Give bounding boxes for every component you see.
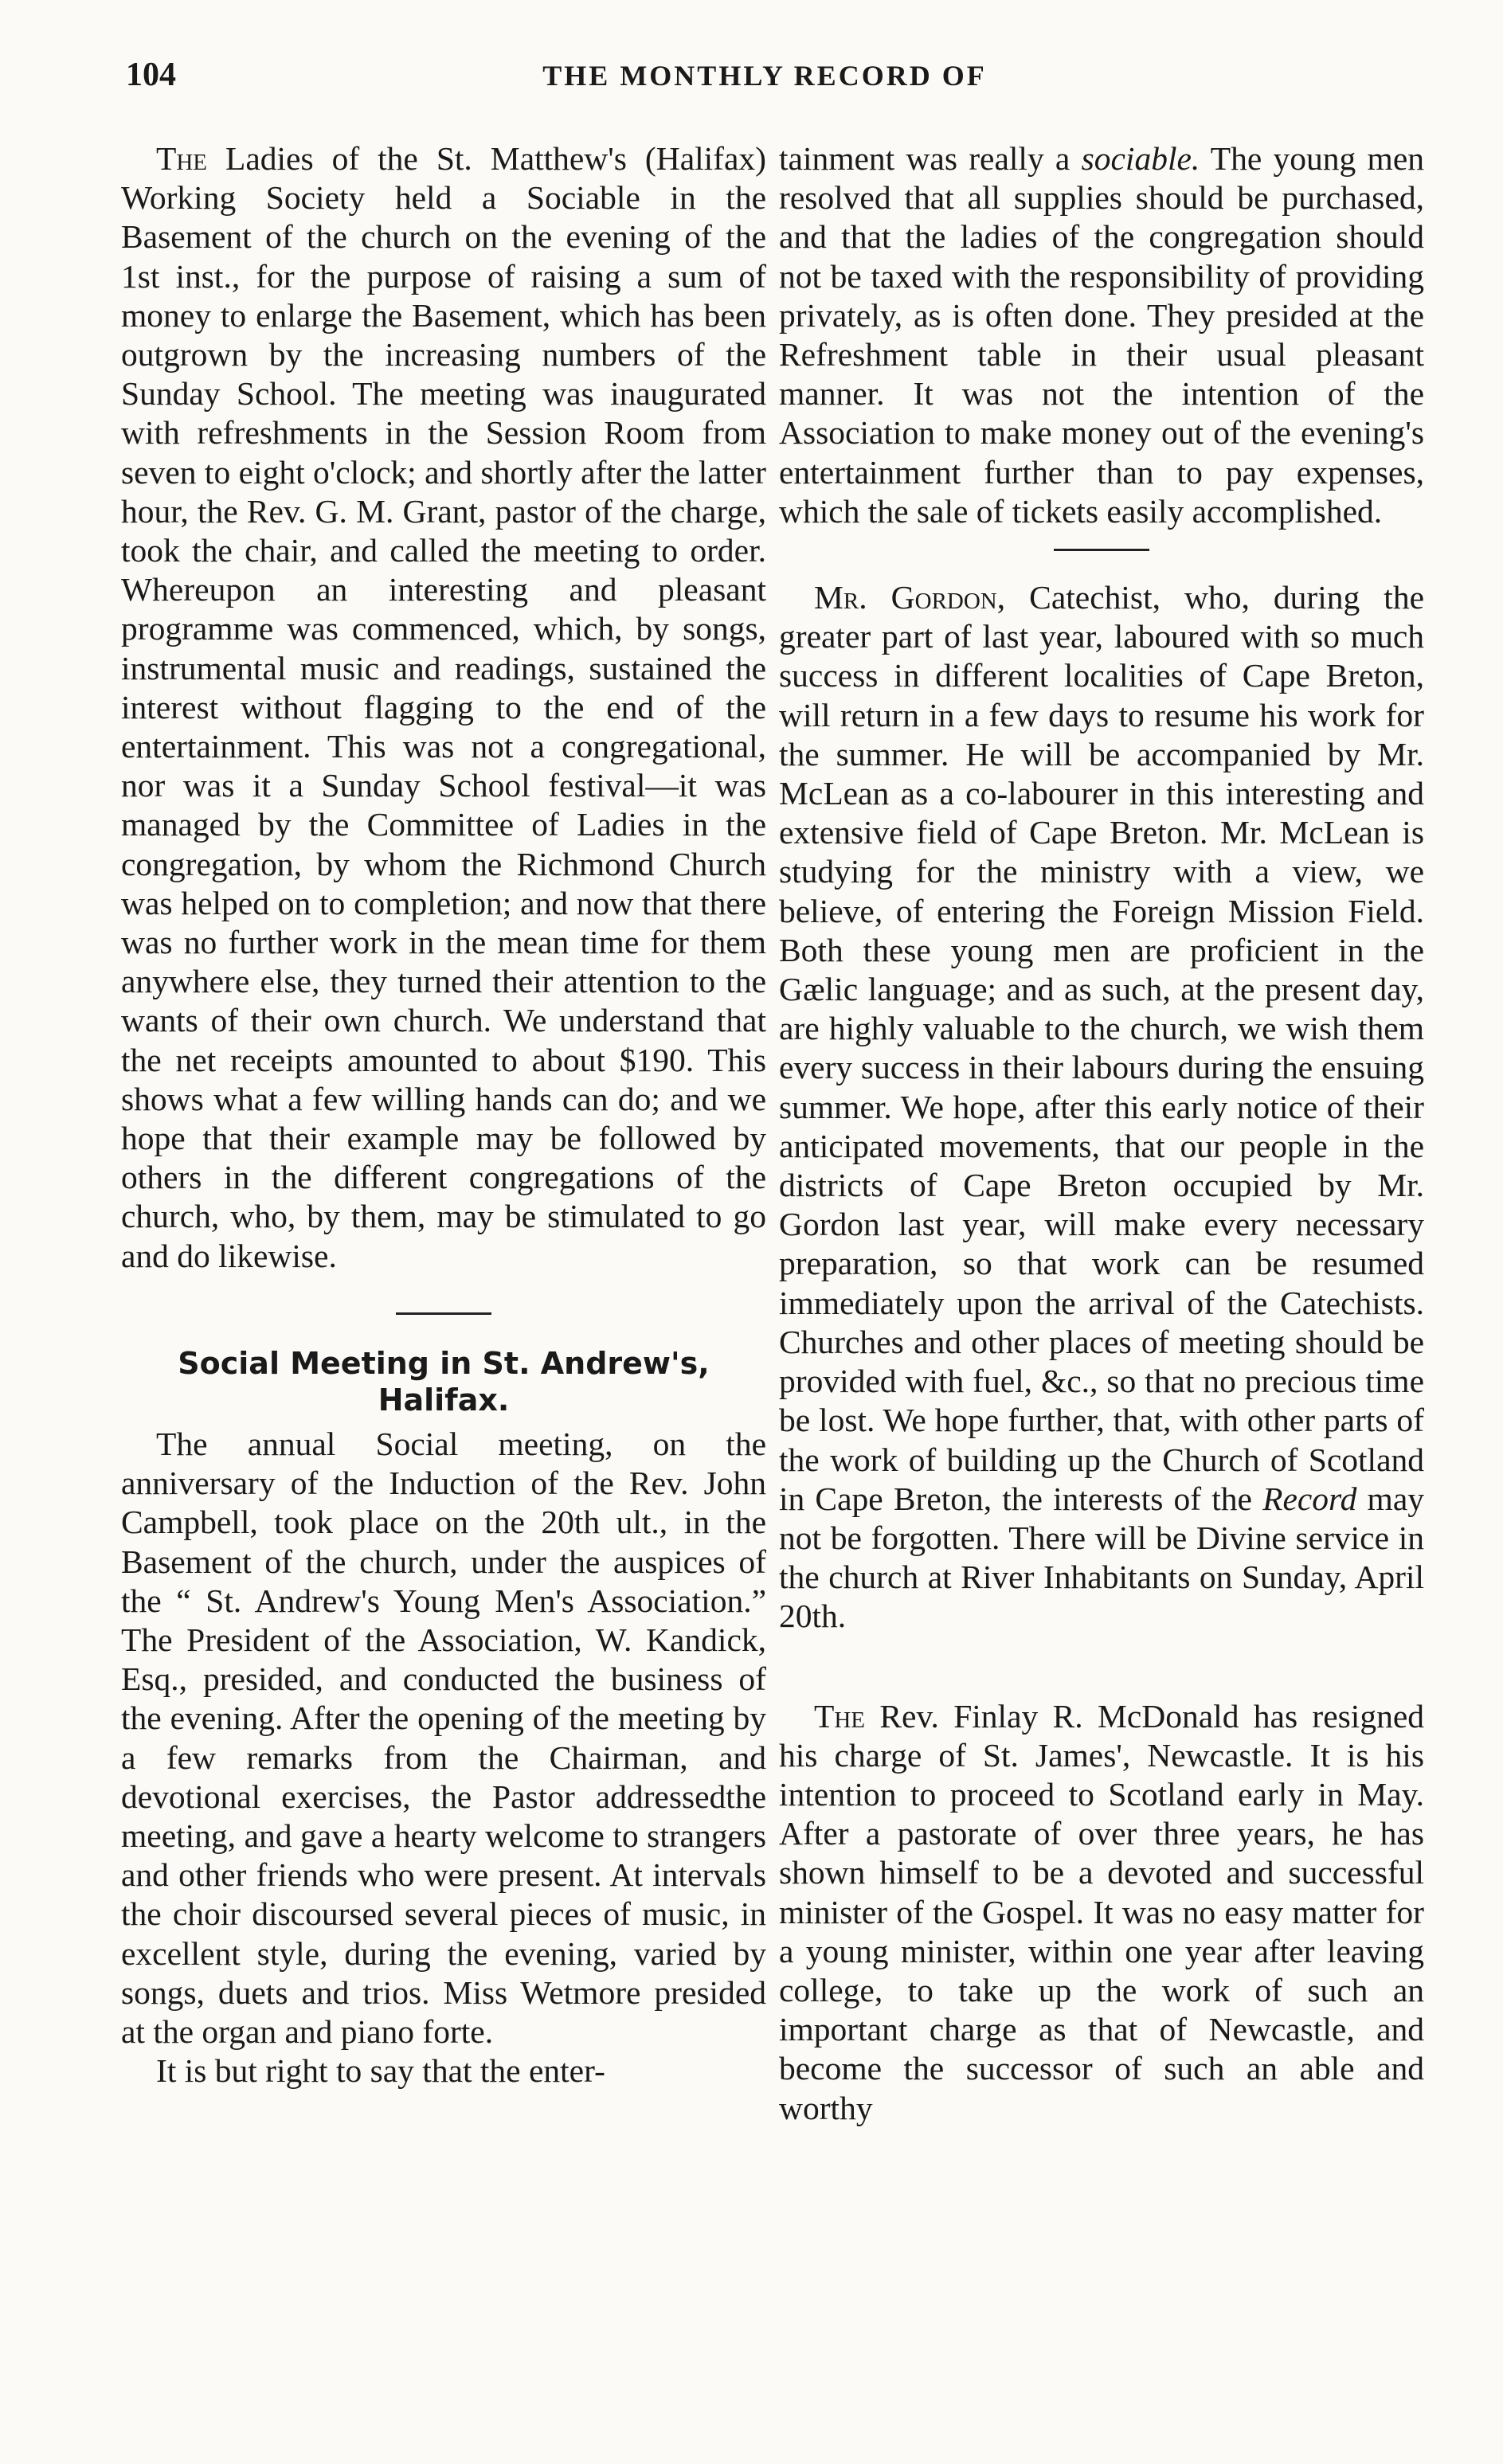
left-column	[121, 139, 766, 2090]
article-body: Rev. Finlay R. McDonald has resigned his charge of St. James', Newcastle. It is his intention to proceed to Scotland early in May. After a pastorate of over three years, he has shown himself to be a devoted and successful minister of the Gospel. It was no easy matter for a young minister, within one year after leaving college, to take up the work of such an important charge as that of Newcastle, and become the successor of such an able and worthy	[779, 1697, 1425, 2126]
article-body: Ladies of the St. Matthew's (Halifax) Working Society held a Sociable in the Basement of the church on the evening of the 1st inst., for the purpose of raising a sum of money to enlarge the Basement, which has been outgrown by the increasing numbers of the Sunday School. The meeting was inaugurated with refreshments in the Session Room from seven to eight o'clock; and shortly after the latter hour, the Rev. G. M. Grant, pastor of the charge, took the chair, and called the meeting to order. Whereupon an interesting and pleasant programme was commenced, which, by songs, instrumental music and readings, sustained the interest without flagging to the end of the entertainment. This was not a congregational, nor was it a Sunday School festival—it was managed by the Committee of Ladies in the congregation, by whom the Richmond Church was helped on to completion; and now that there was no further work in the mean time for them anywhere else, they turned their attention to the wants of their own church. We understand that the net receipts amounted to about $190. This shows what a few willing hands can do; and we hope that their example may be followed by others in the different congregations of the church, who, by them, may be stimulated to go and do likewise.	[121, 140, 766, 1274]
section-divider	[396, 1312, 491, 1315]
article-lead-word: The	[156, 140, 208, 177]
text-segment: tainment was really a	[779, 140, 1070, 177]
right-column	[779, 139, 1424, 2128]
text-segment: may not be forgotten. There will be Divine service in the church at River Inhabitants on Sunday, April 20th.	[779, 1480, 1424, 1635]
page-header	[119, 56, 1410, 104]
article-lead-word: Mr. Gordon,	[814, 579, 1006, 616]
section-divider	[1054, 549, 1149, 551]
running-title: THE MONTHLY RECORD OF	[542, 60, 987, 92]
article-andrews-continued	[779, 139, 1424, 531]
text-segment: Catechist, who, during the greater part of last year, laboured with so much success in different localities of Cape Breton, will return in a few days to resume his work for the summer. He will be accompanied by Mr. McLean as a co-labourer in this interesting and extensive field of Cape Breton. Mr. McLean is studying for the ministry with a view, we believe, of entering the Foreign Mission Field. Both these young men are proficient in the Gælic language; and as such, at the present day, are highly valuable to the church, we wish them every success in their labours during the ensuing summer. We hope, after this early notice of their anticipated movements, that our people in the districts of Cape Breton occupied by Mr. Gordon last year, will make every necessary preparation, so that work can be resumed immediately upon the arrival of the Catechists. Churches and other places of meeting should be provided with fuel, &c., so that no precious time be lost. We hope further, that, with other parts of the work of building up the Church of Scotland in Cape Breton, the interests of the	[779, 579, 1425, 1517]
page-number: 104	[126, 57, 176, 93]
text-segment: The young men resolved that all supplies should be purchased, and that the ladies of the congregation should not be taxed with the responsibility of providing privately, as is often done. They presided at the Refreshment table in their usual pleasant manner. It was not the intention of the Association to make money out of the evening's entertainment further than to pay expenses, which the sale of tickets easily accomplished.	[779, 140, 1424, 530]
article-matthews-sociable	[121, 139, 766, 1276]
italic-word: sociable.	[1081, 140, 1200, 177]
heading-line-1: Social Meeting in St. Andrew's,	[178, 1345, 710, 1381]
article-lead-word: The	[814, 1697, 866, 1735]
italic-word: Record	[1262, 1480, 1357, 1517]
section-heading	[121, 1345, 766, 1418]
article-andrews-paragraph-1: The annual Social meeting, on the anniversary of the Induction of the Rev. John Campbell, took place on the 20th ult., in the Basement of the church, under the auspices of the “ St. Andrew's Young Men's Association.” The President of the Association, W. Kandick, Esq., presided, and conducted the business of the evening. After the opening of the meeting by a few remarks from the Chairman, and devotional exercises, the Pastor addressedthe meeting, and gave a hearty welcome to strangers and other friends who were present. At intervals the choir discoursed several pieces of music, in excellent style, during the evening, varied by songs, duets and trios. Miss Wetmore presided at the organ and piano forte.	[121, 1425, 766, 2050]
heading-line-2: Halifax.	[378, 1382, 510, 1418]
article-mcdonald-resigned	[779, 1697, 1424, 2128]
article-andrews-paragraph-2: It is but right to say that the enter-	[156, 2052, 605, 2090]
article-gordon-catechist	[779, 578, 1424, 1636]
